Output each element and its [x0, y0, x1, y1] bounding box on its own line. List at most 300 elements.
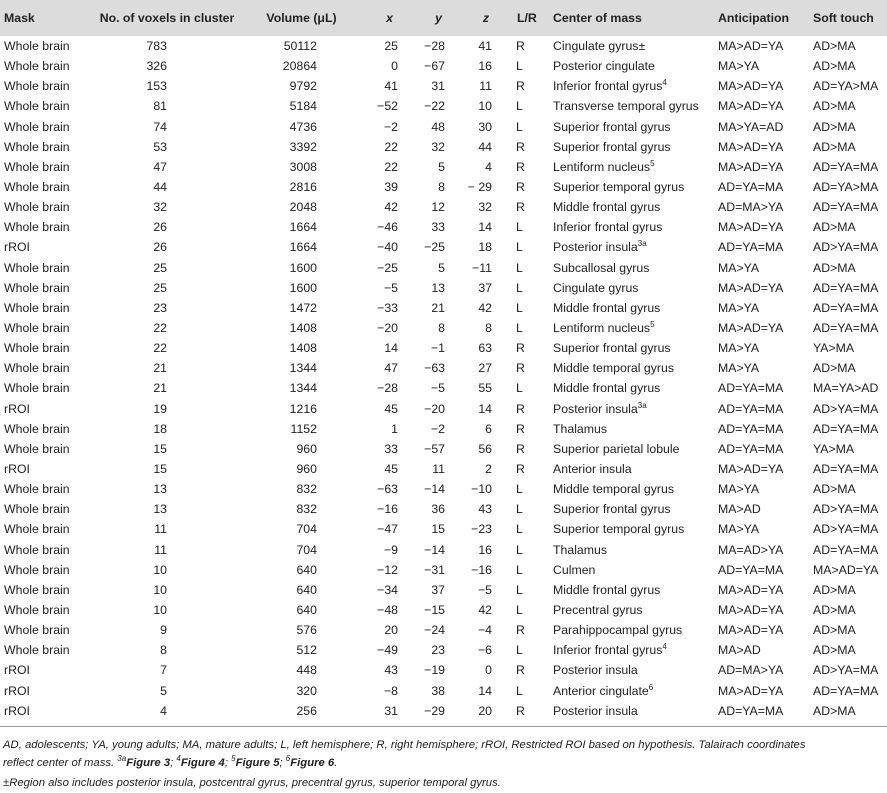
- cell-center-of-mass: [537, 36, 710, 56]
- cell-lr: R: [516, 341, 525, 356]
- table-row: [0, 660, 887, 680]
- table-row: [0, 177, 887, 197]
- cell-x: −48: [377, 603, 398, 617]
- footnote-sup-5: 5: [231, 753, 236, 763]
- cell-mask: Whole brain: [4, 522, 70, 537]
- cell-center-of-mass: [537, 76, 710, 96]
- table-row: [0, 358, 887, 378]
- cell-y: −29: [424, 703, 445, 718]
- cell-lr: L: [516, 502, 523, 517]
- cell-lr: R: [516, 39, 525, 54]
- cell-voxels: 22: [153, 341, 167, 356]
- cell-soft-touch: AD>MA: [813, 39, 856, 54]
- center-of-mass-label: Culmen: [553, 562, 596, 577]
- center-of-mass-label: Superior temporal gyrus: [553, 522, 685, 537]
- cell-mask: Whole brain: [4, 39, 70, 54]
- cell-center-of-mass: [537, 439, 710, 459]
- cell-z: 8: [485, 321, 492, 336]
- center-of-mass-label: Lentiform nucleus: [553, 159, 651, 174]
- cell-volume: 640: [296, 582, 317, 597]
- cell-mask: Whole brain: [4, 220, 70, 235]
- cell-voxels: 47: [153, 159, 167, 174]
- cell-voxels: 53: [153, 139, 167, 154]
- cell-center-of-mass: [537, 278, 710, 298]
- cell-anticipation: MA>YA: [718, 341, 760, 356]
- cell-y: 8: [438, 180, 445, 195]
- table-row: [0, 519, 887, 539]
- header-soft-touch: Soft touch: [813, 11, 874, 25]
- cell-z: 56: [478, 441, 492, 456]
- footnote-region-note: ±Region also includes posterior insula, postcentral gyrus, precentral gyrus, superior temporal gyrus.: [3, 777, 501, 789]
- cell-anticipation: AD=YA=MA: [718, 401, 784, 416]
- table-row: [0, 479, 887, 499]
- cell-z: 42: [478, 300, 492, 315]
- cell-center-of-mass: [537, 620, 710, 640]
- cell-mask: Whole brain: [4, 603, 70, 617]
- cell-y: 5: [438, 260, 445, 275]
- cell-z: 4: [485, 159, 492, 174]
- cell-mask: Whole brain: [4, 300, 70, 315]
- cell-lr: R: [516, 441, 525, 456]
- cell-y: 5: [438, 159, 445, 174]
- cell-center-of-mass: [537, 177, 710, 197]
- cell-center-of-mass: [537, 600, 710, 620]
- cell-anticipation: AD=YA=MA: [718, 381, 784, 396]
- cell-voxels: 783: [146, 39, 167, 54]
- footnote-sup-4: 4: [176, 753, 181, 763]
- cell-x: 22: [384, 139, 398, 154]
- center-of-mass-label: Anterior cingulate: [553, 683, 649, 698]
- table-row: [0, 217, 887, 237]
- figure-4-link[interactable]: Figure 4: [180, 756, 225, 769]
- cell-voxels: 18: [153, 421, 167, 436]
- cell-x: 14: [384, 341, 398, 356]
- cell-x: −47: [377, 522, 398, 537]
- cell-mask: Whole brain: [4, 562, 70, 577]
- cell-y: −25: [424, 240, 445, 255]
- cell-y: −28: [424, 39, 445, 54]
- cell-mask: rROI: [4, 703, 30, 718]
- header-center-of-mass: Center of mass: [553, 11, 642, 25]
- cell-x: −52: [377, 99, 398, 114]
- table-row: [0, 137, 887, 157]
- table-row: [0, 560, 887, 580]
- cell-z: − 29: [467, 180, 492, 195]
- cell-y: 31: [431, 79, 445, 94]
- cell-center-of-mass: [537, 117, 710, 137]
- cell-lr: L: [516, 280, 523, 295]
- cell-voxels: 10: [153, 603, 167, 617]
- cell-voxels: 26: [153, 240, 167, 255]
- footnote-line-2: reflect center of mass.: [3, 756, 115, 769]
- header-lr: L/R: [517, 11, 537, 25]
- table-row: [0, 580, 887, 600]
- cell-center-of-mass: [537, 519, 710, 539]
- cell-anticipation: AD=YA=MA: [718, 441, 784, 456]
- cell-anticipation: AD=YA=MA: [718, 421, 784, 436]
- cell-voxels: 13: [153, 482, 167, 497]
- center-of-mass-label: Middle frontal gyrus: [553, 381, 661, 396]
- cell-x: −40: [377, 240, 398, 255]
- cell-y: 48: [431, 119, 445, 134]
- cell-anticipation: MA>AD=YA: [718, 462, 784, 477]
- cell-soft-touch: AD=YA=MA: [813, 280, 879, 295]
- cell-voxels: 32: [153, 200, 167, 215]
- cell-center-of-mass: [537, 197, 710, 217]
- cell-x: 47: [384, 361, 398, 376]
- cell-volume: 50112: [283, 39, 317, 54]
- footnote-line-1: AD, adolescents; YA, young adults; MA, mature adults; L, left hemisphere; R, right hemisphere; rROI, Restricted ROI based on hypothesis. Talairach coordinates: [3, 739, 806, 751]
- footnote-marker: 3a: [637, 400, 647, 410]
- cell-x: 39: [384, 180, 398, 195]
- cell-anticipation: MA>AD=YA: [718, 39, 784, 54]
- table-row: [0, 96, 887, 116]
- cell-y: −1: [430, 341, 445, 356]
- cell-lr: L: [516, 220, 523, 235]
- cell-center-of-mass: [537, 217, 710, 237]
- cell-voxels: 153: [146, 79, 167, 94]
- cell-volume: 5184: [289, 99, 317, 114]
- cell-soft-touch: AD>MA: [813, 703, 856, 718]
- figure-3-link[interactable]: Figure 3: [126, 756, 171, 769]
- cell-volume: 832: [296, 502, 317, 517]
- cell-lr: L: [516, 562, 523, 577]
- cell-volume: 704: [296, 542, 317, 557]
- cell-anticipation: MA>AD=YA: [718, 99, 784, 114]
- cell-voxels: 19: [153, 401, 167, 416]
- cell-y: −67: [424, 59, 445, 74]
- cell-y: 23: [431, 643, 445, 658]
- cell-lr: R: [516, 462, 525, 477]
- cell-volume: 1472: [289, 300, 317, 315]
- cell-x: −16: [377, 502, 398, 517]
- cell-x: −20: [377, 321, 398, 336]
- cell-soft-touch: AD=YA=MA: [813, 321, 879, 336]
- cell-volume: 4736: [289, 119, 317, 134]
- cell-x: −33: [377, 300, 398, 315]
- cell-x: −34: [377, 582, 398, 597]
- cell-soft-touch: AD>MA: [813, 119, 856, 134]
- cell-y: −31: [424, 562, 445, 577]
- cell-lr: R: [516, 663, 525, 678]
- center-of-mass-label: Thalamus: [553, 421, 607, 436]
- cell-soft-touch: AD>YA=MA: [813, 502, 879, 517]
- cell-z: 10: [478, 99, 492, 114]
- cell-anticipation: AD=MA>YA: [718, 663, 784, 678]
- cell-z: 14: [478, 401, 492, 416]
- cell-volume: 2816: [289, 180, 317, 195]
- cell-center-of-mass: [537, 358, 710, 378]
- cell-x: 41: [384, 79, 398, 94]
- cell-voxels: 15: [153, 441, 167, 456]
- cell-center-of-mass: [537, 540, 710, 560]
- table-bottom-rule: [0, 726, 887, 727]
- cell-x: 31: [384, 703, 398, 718]
- cell-center-of-mass: [537, 701, 710, 721]
- cell-y: 21: [431, 300, 445, 315]
- cell-anticipation: AD=YA=MA: [718, 562, 784, 577]
- cell-lr: L: [516, 321, 523, 336]
- cell-lr: L: [516, 643, 523, 658]
- cell-mask: Whole brain: [4, 321, 70, 336]
- cell-soft-touch: AD>MA: [813, 59, 856, 74]
- cell-z: 0: [485, 663, 492, 678]
- cell-voxels: 4: [160, 703, 167, 718]
- cell-voxels: 44: [153, 180, 167, 195]
- footnote-marker: 4: [662, 78, 667, 88]
- cell-voxels: 10: [153, 562, 167, 577]
- cell-volume: 256: [296, 703, 317, 718]
- cell-volume: 1664: [289, 240, 317, 255]
- cell-anticipation: MA>AD=YA: [718, 582, 784, 597]
- center-of-mass-label: Inferior frontal gyrus: [553, 79, 663, 94]
- center-of-mass-label: Cingulate gyrus±: [553, 39, 646, 54]
- cell-center-of-mass: [537, 137, 710, 157]
- cell-lr: L: [516, 683, 523, 698]
- cell-anticipation: MA>YA: [718, 59, 760, 74]
- cell-lr: L: [516, 260, 523, 275]
- cell-anticipation: AD=YA=MA: [718, 180, 784, 195]
- cell-center-of-mass: [537, 681, 710, 701]
- cell-lr: L: [516, 482, 523, 497]
- cell-soft-touch: AD>YA=MA: [813, 240, 879, 255]
- cell-y: 8: [438, 321, 445, 336]
- cell-voxels: 25: [153, 280, 167, 295]
- cell-y: −14: [424, 542, 445, 557]
- cell-anticipation: MA>YA: [718, 522, 760, 537]
- cell-voxels: 21: [153, 381, 167, 396]
- cell-volume: 640: [296, 562, 317, 577]
- center-of-mass-label: Inferior frontal gyrus: [553, 643, 663, 658]
- cell-mask: Whole brain: [4, 200, 70, 215]
- center-of-mass-label: Superior temporal gyrus: [553, 180, 685, 195]
- header-y: y: [435, 11, 442, 25]
- center-of-mass-label: Superior frontal gyrus: [553, 502, 671, 517]
- cell-x: −5: [383, 280, 398, 295]
- cell-center-of-mass: [537, 378, 710, 398]
- cell-center-of-mass: [537, 237, 710, 257]
- cell-lr: R: [516, 361, 525, 376]
- cell-soft-touch: AD>YA=MA: [813, 522, 879, 537]
- cell-mask: Whole brain: [4, 582, 70, 597]
- cell-soft-touch: MA>AD=YA: [813, 562, 879, 577]
- cell-volume: 9792: [289, 79, 317, 94]
- table-row: [0, 600, 887, 620]
- cell-y: 15: [431, 522, 445, 537]
- cell-z: 20: [478, 703, 492, 718]
- table-row: [0, 117, 887, 137]
- table-row: [0, 640, 887, 660]
- header-z: z: [482, 11, 489, 25]
- cell-mask: Whole brain: [4, 139, 70, 154]
- footnote-marker: 6: [648, 682, 654, 692]
- cell-center-of-mass: [537, 419, 710, 439]
- cell-lr: R: [516, 703, 525, 718]
- table-row: [0, 278, 887, 298]
- cell-mask: Whole brain: [4, 260, 70, 275]
- cell-volume: 1408: [289, 341, 317, 356]
- cell-x: 0: [391, 59, 398, 74]
- cell-x: 33: [384, 441, 398, 456]
- table-row: [0, 378, 887, 398]
- cell-y: −19: [424, 663, 445, 678]
- cell-y: −2: [430, 421, 445, 436]
- cell-y: 11: [432, 462, 445, 477]
- cell-soft-touch: AD>MA: [813, 220, 856, 235]
- cell-x: 43: [384, 663, 398, 678]
- cell-anticipation: MA>AD=YA: [718, 683, 784, 698]
- cell-voxels: 21: [153, 361, 167, 376]
- center-of-mass-label: Transverse temporal gyrus: [553, 99, 699, 114]
- cell-mask: Whole brain: [4, 361, 70, 376]
- cell-mask: Whole brain: [4, 421, 70, 436]
- center-of-mass-label: Posterior insula: [553, 703, 638, 718]
- cell-anticipation: MA>AD: [718, 502, 761, 517]
- cell-voxels: 23: [153, 300, 167, 315]
- cell-anticipation: MA>AD=YA: [718, 623, 784, 638]
- cell-mask: Whole brain: [4, 180, 70, 195]
- cell-mask: Whole brain: [4, 623, 70, 638]
- table-row: [0, 318, 887, 338]
- cell-center-of-mass: [537, 258, 710, 278]
- center-of-mass-label: Middle temporal gyrus: [553, 361, 674, 376]
- cell-lr: L: [516, 300, 523, 315]
- cell-anticipation: AD=MA>YA: [718, 200, 784, 215]
- figure-6-link[interactable]: Figure 6: [290, 756, 335, 769]
- center-of-mass-label: Lentiform nucleus: [553, 321, 651, 336]
- cell-x: −8: [383, 683, 398, 698]
- cell-center-of-mass: [537, 96, 710, 116]
- center-of-mass-label: Precentral gyrus: [553, 603, 643, 617]
- cell-z: 18: [478, 240, 492, 255]
- cell-soft-touch: AD=YA=MA: [813, 159, 879, 174]
- figure-5-link[interactable]: Figure 5: [235, 756, 280, 769]
- cell-y: 36: [431, 502, 445, 517]
- cell-x: 42: [384, 200, 398, 215]
- table-row: [0, 701, 887, 721]
- cell-voxels: 15: [153, 462, 167, 477]
- header-voxels: No. of voxels in cluster: [99, 11, 235, 25]
- center-of-mass-label: Posterior insula: [553, 401, 638, 416]
- cell-volume: 1664: [289, 220, 317, 235]
- cell-soft-touch: AD>MA: [813, 623, 856, 638]
- cell-z: −5: [477, 582, 492, 597]
- cell-voxels: 10: [153, 582, 167, 597]
- cell-center-of-mass: [537, 459, 710, 479]
- cell-soft-touch: YA>MA: [813, 441, 855, 456]
- cell-y: −57: [424, 441, 445, 456]
- center-of-mass-label: Superior frontal gyrus: [553, 341, 671, 356]
- cell-lr: R: [516, 401, 525, 416]
- cell-mask: rROI: [4, 462, 30, 477]
- cell-mask: rROI: [4, 401, 30, 416]
- center-of-mass-label: Inferior frontal gyrus: [553, 220, 663, 235]
- cell-voxels: 8: [160, 643, 167, 658]
- cell-x: 25: [384, 39, 398, 54]
- cell-x: −49: [377, 643, 398, 658]
- cell-soft-touch: AD>MA: [813, 582, 856, 597]
- cell-voxels: 11: [154, 542, 167, 557]
- cell-anticipation: AD=YA=MA: [718, 240, 784, 255]
- cell-center-of-mass: [537, 338, 710, 358]
- cell-center-of-mass: [537, 499, 710, 519]
- header-x: x: [386, 11, 393, 25]
- cell-soft-touch: AD=YA=MA: [813, 200, 879, 215]
- cell-volume: 832: [296, 482, 317, 497]
- cell-soft-touch: AD>MA: [813, 482, 856, 497]
- cell-y: 38: [431, 683, 445, 698]
- cell-z: 6: [485, 421, 492, 436]
- table-row: [0, 298, 887, 318]
- cell-soft-touch: AD>YA=MA: [813, 663, 879, 678]
- cell-soft-touch: AD>MA: [813, 361, 856, 376]
- center-of-mass-label: Posterior insula: [553, 663, 638, 678]
- center-of-mass-label: Superior parietal lobule: [553, 441, 680, 456]
- center-of-mass-label: Parahippocampal gyrus: [553, 623, 683, 638]
- cell-soft-touch: AD=YA=MA: [813, 462, 879, 477]
- cell-anticipation: AD=YA=MA: [718, 703, 784, 718]
- cell-anticipation: MA>AD=YA: [718, 603, 784, 617]
- cell-z: 14: [478, 220, 492, 235]
- cell-y: −15: [424, 603, 445, 617]
- cell-anticipation: MA>YA: [718, 300, 760, 315]
- cell-z: −11: [472, 260, 492, 275]
- center-of-mass-label: Anterior insula: [553, 462, 632, 477]
- cell-lr: L: [516, 582, 523, 597]
- cell-center-of-mass: [537, 399, 710, 419]
- center-of-mass-label: Middle frontal gyrus: [553, 300, 661, 315]
- cell-z: 27: [478, 361, 492, 376]
- cell-volume: 960: [296, 441, 317, 456]
- footnote-marker: 3a: [637, 239, 647, 249]
- cell-voxels: 5: [160, 683, 167, 698]
- cell-soft-touch: AD=YA=MA: [813, 300, 879, 315]
- footnote-sup-3a: 3a: [117, 753, 127, 763]
- cell-mask: rROI: [4, 683, 30, 698]
- table-row: [0, 338, 887, 358]
- cell-x: −2: [383, 119, 398, 134]
- cell-mask: rROI: [4, 663, 30, 678]
- cell-anticipation: MA>YA=AD: [718, 119, 784, 134]
- cell-z: 43: [478, 502, 492, 517]
- center-of-mass-label: Superior frontal gyrus: [553, 139, 671, 154]
- cell-z: 11: [479, 79, 492, 94]
- cell-volume: 20864: [282, 59, 317, 74]
- cell-y: 33: [431, 220, 445, 235]
- cell-z: 14: [478, 683, 492, 698]
- cell-voxels: 326: [146, 59, 167, 74]
- cell-z: 41: [478, 39, 492, 54]
- cell-z: −10: [471, 482, 492, 497]
- cell-x: −9: [383, 542, 398, 557]
- cell-z: 16: [478, 542, 492, 557]
- cell-lr: L: [516, 119, 523, 134]
- cell-lr: R: [516, 139, 525, 154]
- cell-anticipation: MA>AD=YA: [718, 159, 784, 174]
- cell-z: 42: [478, 603, 492, 617]
- cell-center-of-mass: [537, 660, 710, 680]
- cell-anticipation: MA>AD=YA: [718, 220, 784, 235]
- cell-volume: 960: [296, 462, 317, 477]
- center-of-mass-label: Superior frontal gyrus: [553, 119, 671, 134]
- cell-z: −4: [477, 623, 492, 638]
- cell-soft-touch: AD>YA=MA: [813, 401, 879, 416]
- cell-voxels: 9: [160, 623, 167, 638]
- cell-center-of-mass: [537, 560, 710, 580]
- cell-voxels: 74: [153, 119, 167, 134]
- cell-volume: 1600: [289, 260, 317, 275]
- cell-volume: 576: [296, 623, 317, 638]
